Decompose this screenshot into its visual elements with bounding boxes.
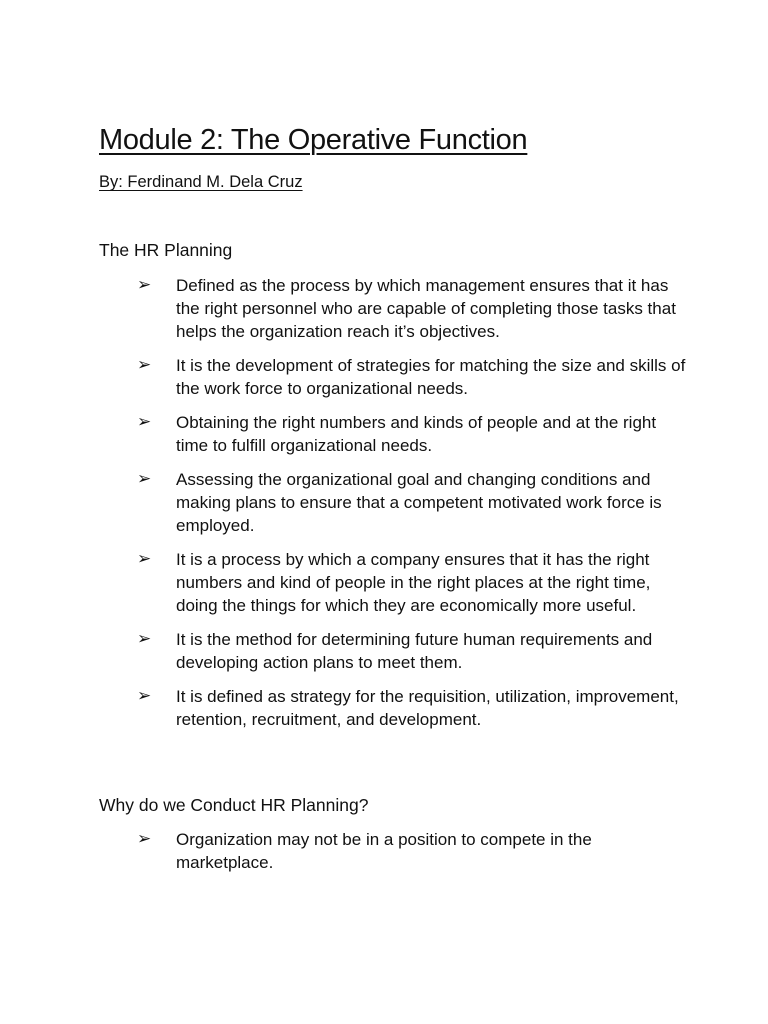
document-title: Module 2: The Operative Function [99,124,528,156]
list-item-text: It is the method for determining future human requirements and developing action plans to meet them. [176,630,653,673]
arrow-bullet-icon: ➢ [137,468,152,489]
list-item [99,274,689,344]
bullet-list-hr-planning [99,274,689,742]
list-item-text: It is the development of strategies for matching the size and skills of the work force to organizational needs. [176,356,686,399]
bullet-list-why-conduct [99,828,689,885]
list-item [99,468,689,538]
arrow-bullet-icon: ➢ [137,412,152,433]
list-item [99,354,689,400]
list-item [99,628,689,674]
list-item-text: It is defined as strategy for the requisition, utilization, improvement, retention, recruitment, and development. [176,687,679,730]
section-heading-hr-planning: The HR Planning [99,240,233,260]
section-heading-why-conduct: Why do we Conduct HR Planning? [99,795,369,815]
arrow-bullet-icon: ➢ [137,829,152,849]
list-item-text: It is a process by which a company ensures that it has the right numbers and kind of people in the right places at the right time, doing the things for which they are economically more useful. [176,550,651,616]
list-item [99,685,689,731]
list-item-text: Organization may not be in a position to compete in the marketplace. [176,830,592,873]
list-item-text: Assessing the organizational goal and changing conditions and making plans to ensure that a competent motivated work force is employed. [176,469,662,536]
arrow-bullet-icon: ➢ [137,629,152,650]
list-item [99,411,689,457]
arrow-bullet-icon: ➢ [137,549,152,570]
arrow-bullet-icon: ➢ [137,275,152,295]
list-item-text: Defined as the process by which management ensures that it has the right personnel who are capable of completing those tasks that helps the organization reach it’s objectives. [176,276,676,342]
arrow-bullet-icon: ➢ [137,686,152,707]
list-item [99,828,689,874]
list-item-text: Obtaining the right numbers and kinds of people and at the right time to fulfill organizational needs. [176,413,657,456]
document-byline: By: Ferdinand M. Dela Cruz [99,173,303,191]
arrow-bullet-icon: ➢ [137,355,152,376]
list-item [99,548,689,618]
